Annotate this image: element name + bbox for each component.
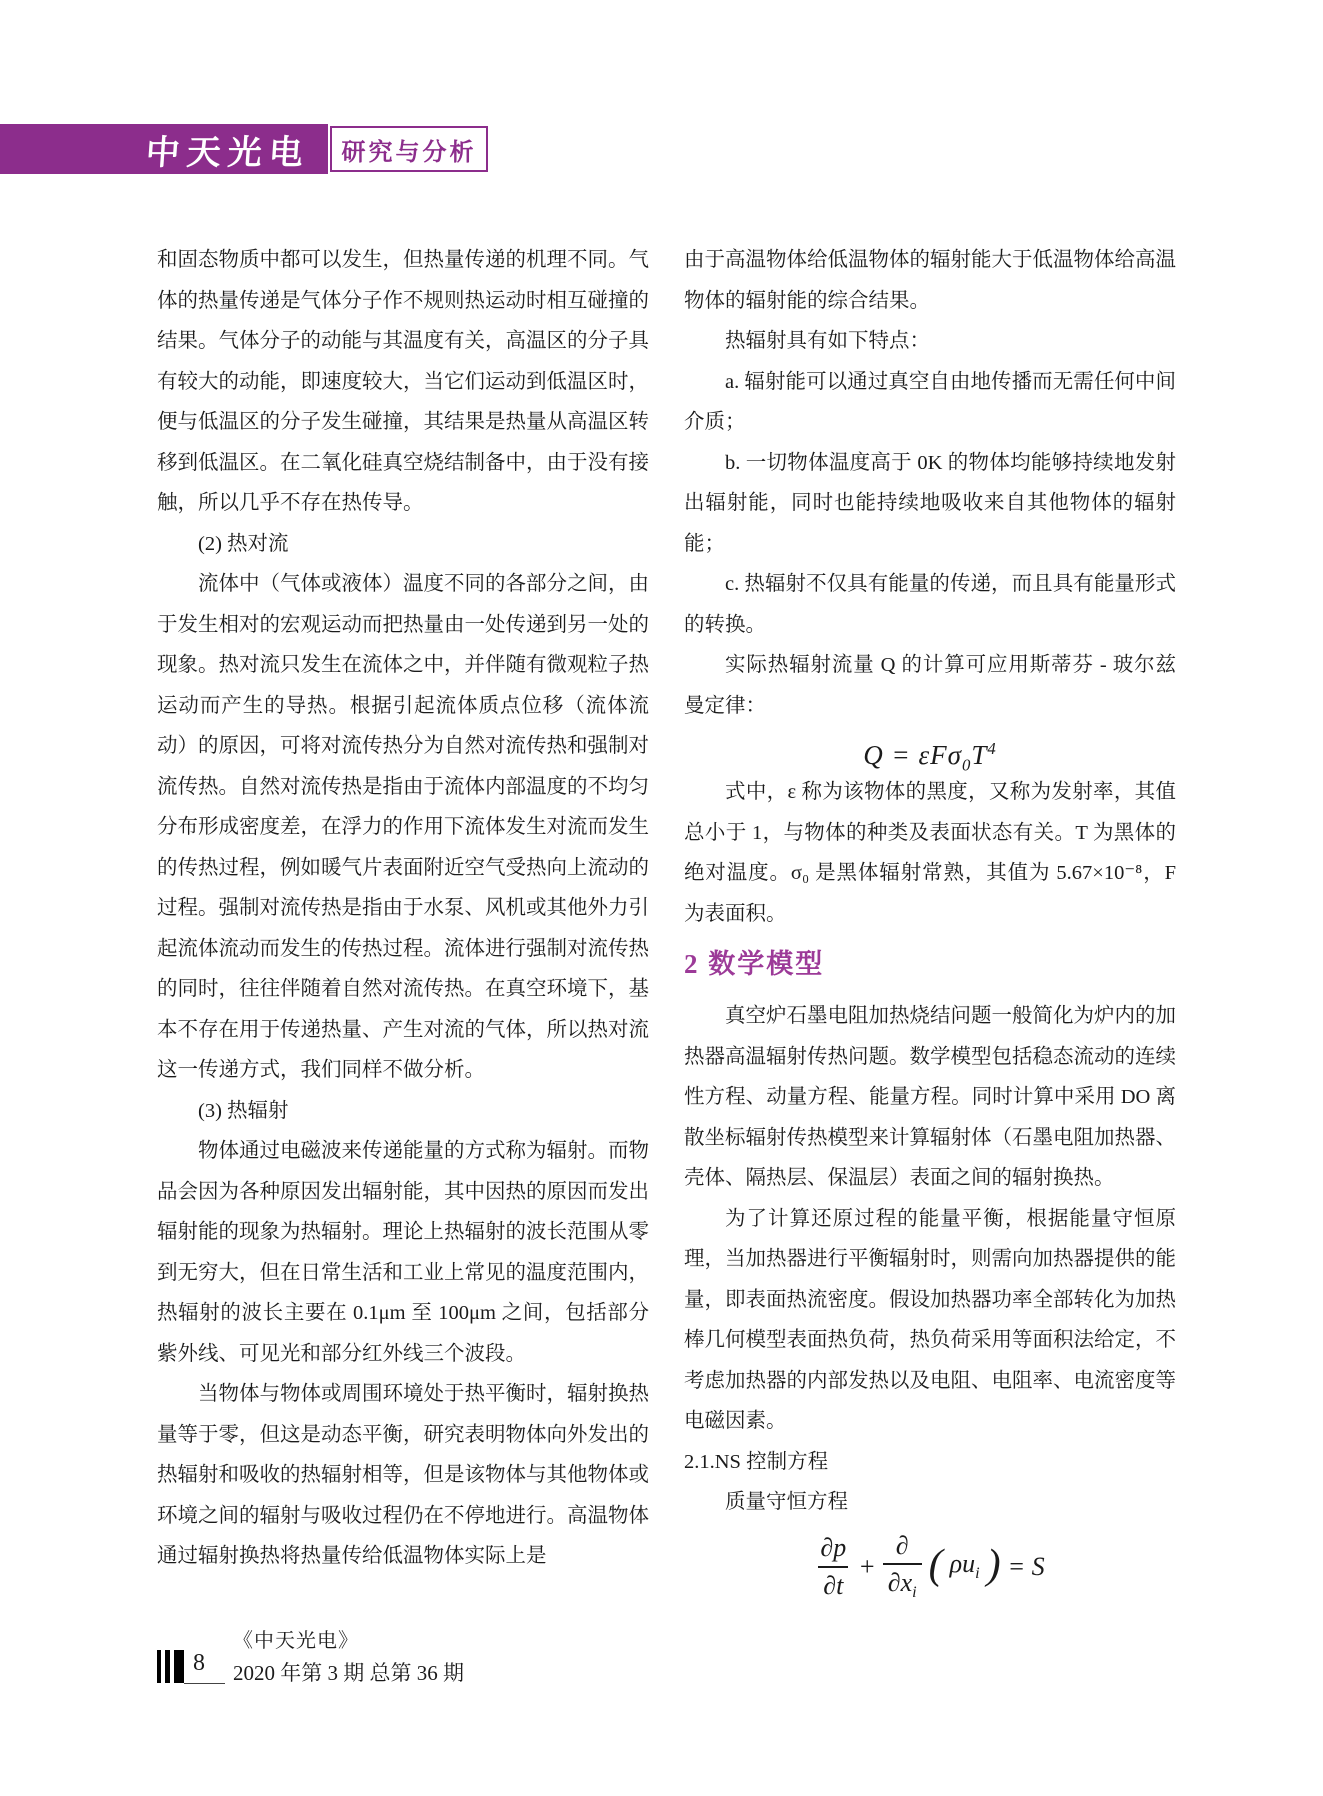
formula-term: ρu: [949, 1549, 976, 1579]
formula-subscript: 0: [961, 755, 972, 775]
formula-term: Q = εFσ: [863, 740, 962, 770]
body-paragraph: 和固态物质中都可以发生，但热量传递的机理不同。气体的热量传递是气体分子作不规则热运动时相互碰撞的结果。气体分子的动能与其温度有关，高温区的分子具有较大的动能，即速度较大，当它们运动到低温区时，便与低温区的分子发生碰撞，其结果是热量从高温区转移到低温区。在二氧化硅真空烧结制备中，由于没有接触，所以几乎不存在热传导。: [157, 249, 649, 514]
body-paragraph: 当物体与物体或周围环境处于热平衡时，辐射换热量等于零，但这是动态平衡，研究表明物体向外发出的热辐射和吸收的热辐射相等，但是该物体与其他物体或环境之间的辐射与吸收过程仍在不停地进行。高温物体通过辐射换热将热量传给低温物体实际上是: [157, 1383, 649, 1567]
body-paragraph: 为了计算还原过程的能量平衡，根据能量守恒原理，当加热器进行平衡辐射时，则需向加热器提供的能量，即表面热流密度。假设加热器功率全部转化为加热棒几何模型表面热负荷，热负荷采用等面积法给定，不考虑加热器的内部发热以及电阻、电阻率、电流密度等电磁因素。: [684, 1207, 1176, 1432]
section-tag-label: 研究与分析: [341, 138, 477, 166]
body-paragraph: 物体通过电磁波来传递能量的方式称为辐射。而物品会因为各种原因发出辐射能，其中因热的原因而发出辐射能的现象为热辐射。理论上热辐射的波长范围从零到无穷大，但在日常生活和工业上常见的温度范围内，热辐射的波长主要在 0.1μm 至 100μm 之间，包括部分紫外线、可见光和部分红外线三个波段。: [157, 1140, 649, 1365]
fraction-denominator: [883, 1563, 922, 1603]
right-column: [684, 240, 1176, 1603]
stefan-boltzmann-formula: [684, 726, 1176, 775]
subheading-heat-convection: (2) 热对流: [198, 532, 289, 555]
left-column: [157, 240, 649, 1577]
fraction: [815, 1533, 851, 1601]
formula-term: [950, 1549, 980, 1584]
body-paragraph: 实际热辐射流量 Q 的计算可应用斯蒂芬 - 玻尔兹曼定律：: [684, 654, 1176, 717]
journal-name: 《中天光电》: [233, 1630, 359, 1652]
fraction-numerator: ∂: [895, 1530, 909, 1560]
body-paragraph: 热辐射具有如下特点：: [725, 330, 930, 352]
mass-conservation-formula: [684, 1531, 1176, 1604]
footer-rule: [184, 1683, 225, 1684]
operator-plus: +: [858, 1551, 876, 1581]
section-heading: 2 数学模型: [684, 949, 825, 979]
body-paragraph: b. 一切物体温度高于 0K 的物体均能够持续地发射出辐射能，同时也能持续地吸收来自其他物体的辐射能；: [684, 451, 1176, 555]
issue-info: 2020 年第 3 期 总第 36 期: [233, 1661, 464, 1685]
fraction-denominator: ∂t: [818, 1566, 848, 1601]
page-number: 8: [193, 1650, 205, 1676]
formula-term: ∂x: [887, 1568, 913, 1598]
formula-term: T: [971, 740, 988, 770]
body-paragraph: c. 热辐射不仅具有能量的传递，而且具有能量形式的转换。: [684, 573, 1176, 636]
journal-logo: 中天光电: [144, 134, 312, 172]
formula-rhs: = S: [1007, 1551, 1045, 1581]
footer-bars-icon: [157, 1650, 188, 1683]
body-paragraph: 由于高温物体给低温物体的辐射能大于低温物体给高温物体的辐射能的综合结果。: [684, 249, 1176, 312]
formula-subscript: i: [912, 1584, 917, 1602]
brand-banner: [0, 124, 328, 174]
body-paragraph: 质量守恒方程: [725, 1491, 848, 1513]
section-tag: [330, 126, 488, 172]
body-paragraph: 流体中（气体或液体）温度不同的各部分之间，由于发生相对的宏观运动而把热量由一处传递到另一处的现象。热对流只发生在流体之中，并伴随有微观粒子热运动而产生的导热。根据引起流体质点位移（流体流动）的原因，可将对流传热分为自然对流传热和强制对流传热。自然对流传热是指由于流体内部温度的不均匀分布形成密度差，在浮力的作用下流体发生对流而发生的传热过程，例如暖气片表面附近空气受热向上流动的过程。强制对流传热是指由于水泵、风机或其他外力引起流体流动而发生的传热过程。流体进行强制对流传热的同时，往往伴随着自然对流传热。在真空环境下，基本不存在用于传递热量、产生对流的气体，所以热对流这一传递方式，我们同样不做分析。: [157, 573, 649, 1081]
body-paragraph: 式中，ε 称为该物体的黑度，又称为发射率，其值总小于 1，与物体的种类及表面状态有关。T 为黑体的绝对温度。σ₀ 是黑体辐射常熟，其值为 5.67×10⁻⁸，F 为表面积。: [684, 781, 1176, 925]
subsection-heading-ns-equations: 2.1.NS 控制方程: [684, 1450, 829, 1473]
fraction: [883, 1531, 922, 1604]
right-parenthesis: ): [986, 1541, 1001, 1588]
formula-subscript: i: [975, 1565, 980, 1583]
formula-exponent: 4: [987, 739, 997, 758]
body-paragraph: 真空炉石墨电阻加热烧结问题一般简化为炉内的加热器高温辐射传热问题。数学模型包括稳态流动的连续性方程、动量方程、能量方程。同时计算中采用 DO 离散坐标辐射传热模型来计算辐射体（石墨电阻加热器、壳体、隔热层、保温层）表面之间的辐射换热。: [684, 1005, 1176, 1189]
left-parenthesis: (: [928, 1541, 943, 1588]
subheading-heat-radiation: (3) 热辐射: [198, 1099, 289, 1122]
fraction-numerator: ∂p: [820, 1532, 847, 1562]
body-paragraph: a. 辐射能可以通过真空自由地传播而无需任何中间介质；: [684, 370, 1176, 433]
